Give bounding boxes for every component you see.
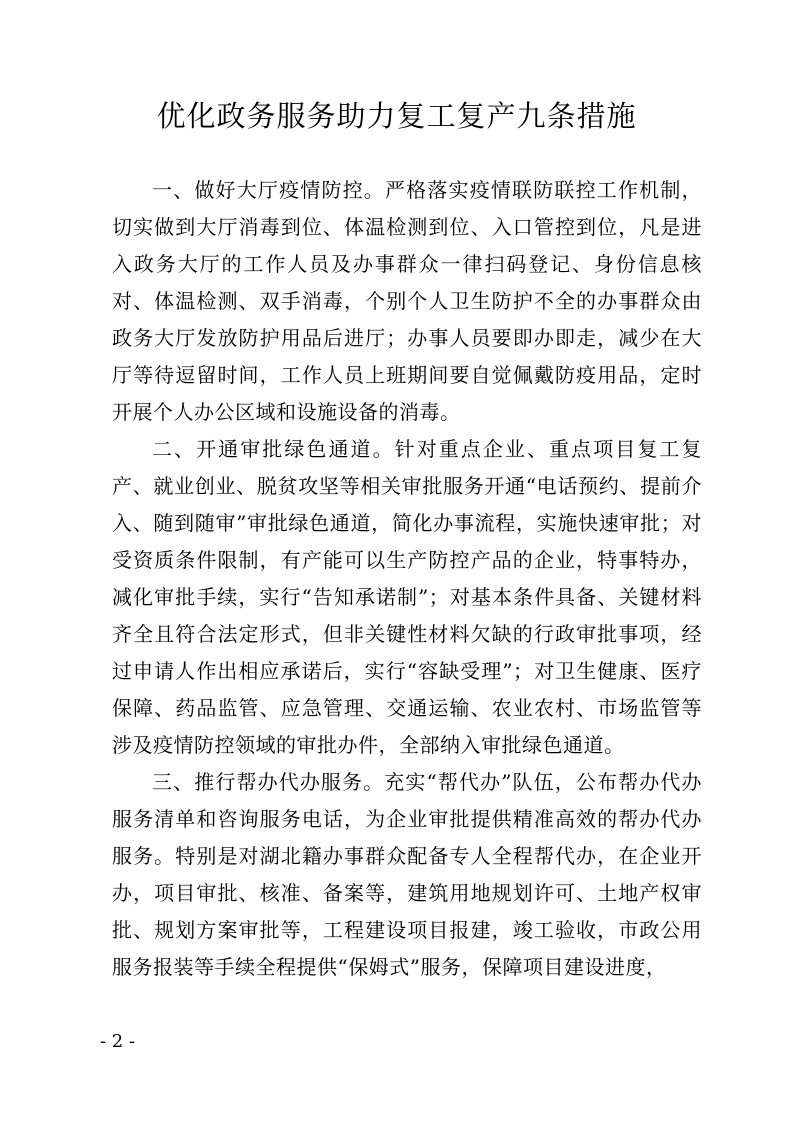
paragraph-green-channel: 二、开通审批绿色通道。针对重点企业、重点项目复工复产、就业创业、脱贫攻坚等相关审批服务开通“电话预约、提前介入、随到随审”审批绿色通道，简化办事流程，实施快速审批；对受资质条件限制，有产能可以生产防控产品的企业，特事特办，减化审批手续，实行“告知承诺制”；对基本条件具备、关键材料齐全且符合法定形式，但非关键性材料欠缺的行政审批事项，经过申请人作出相应承诺后，实行“容缺受理”；对卫生健康、医疗保障、药品监管、应急管理、交通运输、农业农村、市场监管等涉及疫情防控领域的审批办件，全部纳入审批绿色通道。 <box>112 437 702 757</box>
page-number: - 2 - <box>100 1031 136 1052</box>
document-title: 优化政务服务助力复工复产九条措施 <box>156 99 637 133</box>
paragraph-hall-epidemic-control: 一、做好大厅疫情防控。严格落实疫情联防联控工作机制，切实做到大厅消毒到位、体温检测到位、入口管控到位，凡是进入政务大厅的工作人员及办事群众一律扫码登记、身份信息核对、体温检测、双手消毒，个别个人卫生防护不全的办事群众由政务大厅发放防护用品后进厅；办事人员要即办即走，减少在大厅等待逗留时间，工作人员上班期间要自觉佩戴防疫用品，定时开展个人办公区域和设施设备的消毒。 <box>112 178 702 424</box>
document-body <box>112 172 702 986</box>
paragraph-agency-service: 三、推行帮办代办服务。充实“帮代办”队伍，公布帮办代办服务清单和咨询服务电话，为企业审批提供精准高效的帮办代办服务。特别是对湖北籍办事群众配备专人全程帮代办，在企业开办，项目审批、核准、备案等，建筑用地规划许可、土地产权审批、规划方案审批等，工程建设项目报建，竣工验收，市政公用服务报装等手续全程提供“保姆式”服务，保障项目建设进度， <box>112 770 702 979</box>
